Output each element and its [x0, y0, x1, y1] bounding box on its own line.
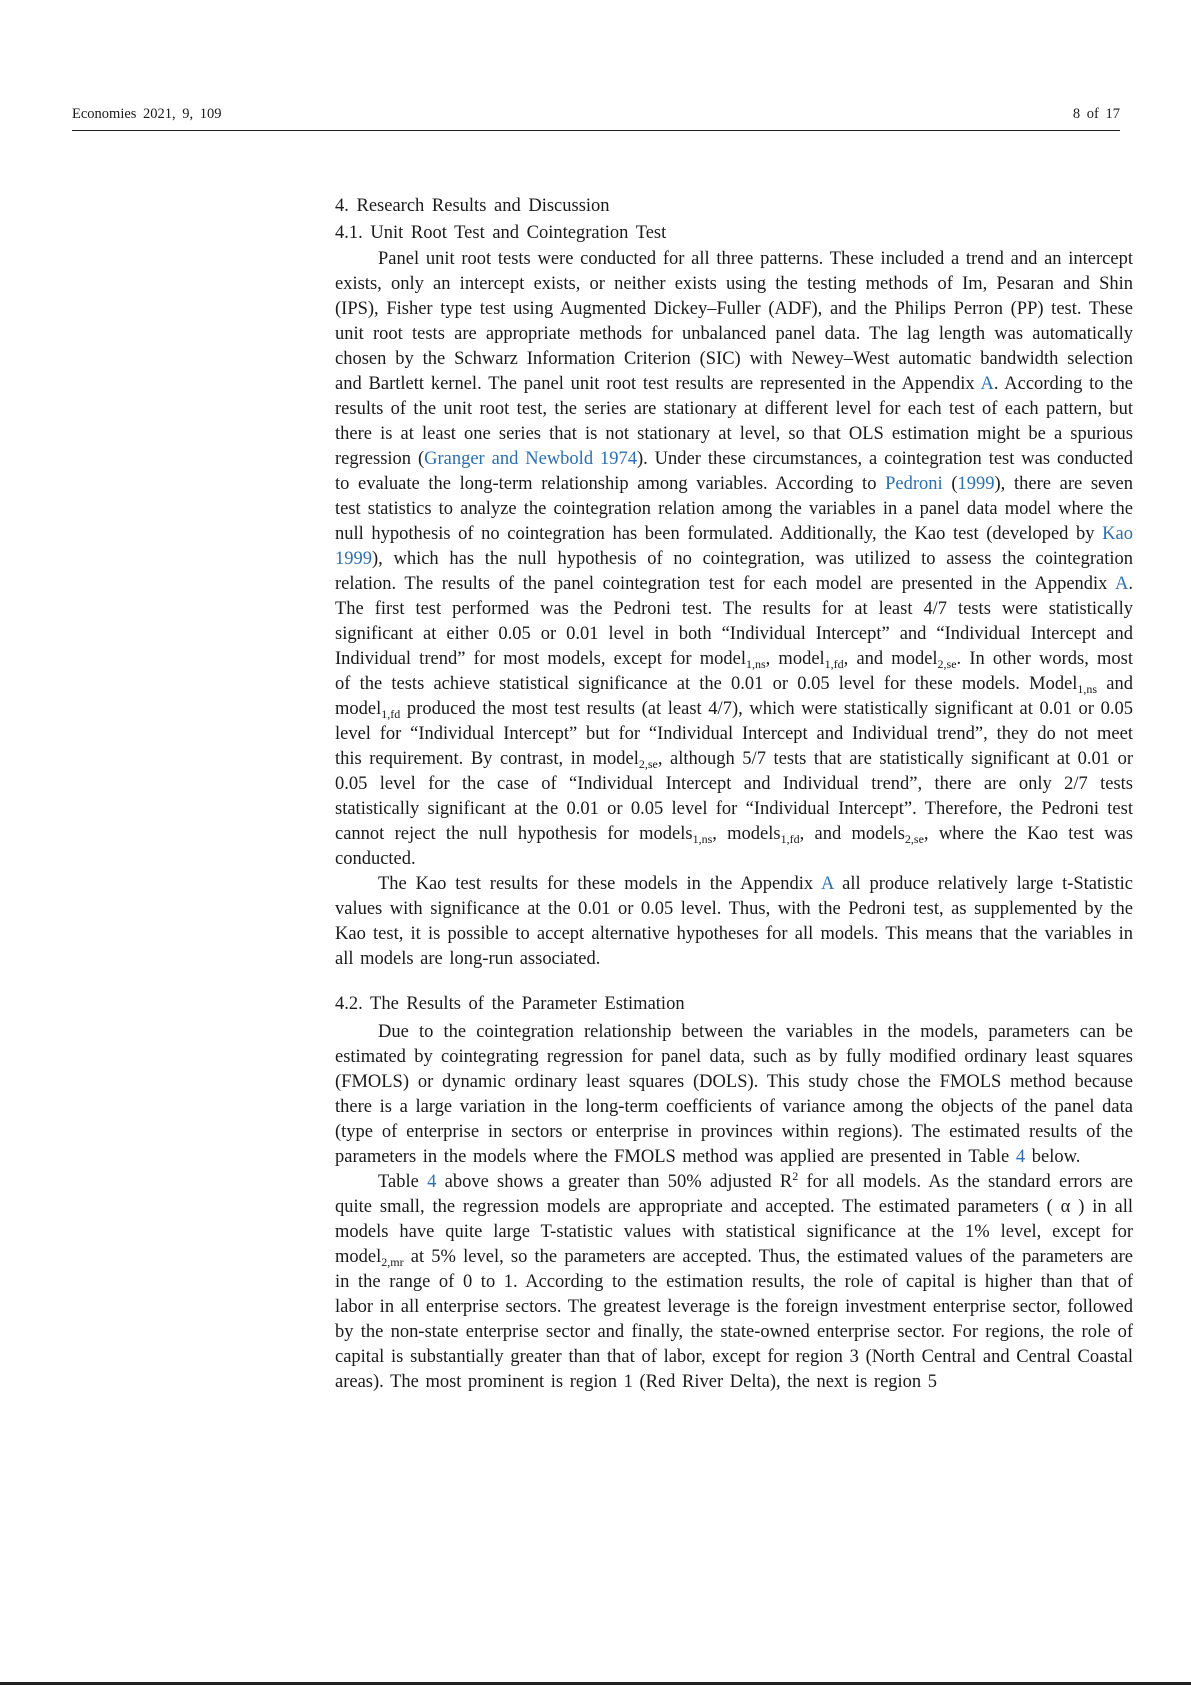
paragraph-fmols-method: Due to the cointegration relationship between the variables in the models, parameters can be estimated by cointegrating regression for panel data, such as by fully modified ordinary least squares (FMOLS) or dynamic ordinary least squares (DOLS). This study chose the FMOLS method because there is a large variation in the long-term coefficients of variance among the objects of the panel data (type of enterprise in sectors or enterprise in provinces within regions). The estimated results of the parameters in the models where the FMOLS method was applied are presented in Table 4 below. [335, 1022, 1133, 1167]
subsection-title-unit-root: 4.1. Unit Root Test and Cointegration Test [335, 223, 667, 243]
appendix-link[interactable]: A [1115, 574, 1129, 594]
journal-citation: Economies 2021, 9, 109 [72, 106, 222, 122]
main-content [335, 193, 1133, 1395]
table-link[interactable]: 4 [427, 1172, 437, 1192]
subsection-title-parameter-estimation: 4.2. The Results of the Parameter Estimation [335, 994, 685, 1014]
section-title: 4. Research Results and Discussion [335, 196, 610, 216]
table-link[interactable]: 4 [1015, 1147, 1026, 1167]
paragraph-estimation-results: Table 4 above shows a greater than 50% adjusted $R^2$ for all models. As the standard errors are quite small, the regression models are appropriate and accepted. The estimated parameters ( α ) in all models have quite large T-statistic values with statistical significance at the 1% level, except for model$_{2,mr}$ at 5% level, so the parameters are accepted. Thus, the estimated values of the parameters are in the range of 0 to 1. According to the estimation results, the role of capital is higher than that of labor in all enterprise sectors. The greatest leverage is the foreign investment enterprise sector, followed by the non-state enterprise sector and finally, the state-owned enterprise sector. For regions, the role of capital is substantially greater than that of labor, except for region 3 (North Central and Central Coastal areas). The most prominent is region 1 (Red River Delta), the next is region 5 [335, 1169, 1133, 1392]
paragraph-kao-test: The Kao test results for these models in the Appendix A all produce relatively large t-Statistic values with significance at the 0.01 or 0.05 level. Thus, with the Pedroni test, as supplemented by the Kao test, it is possible to accept alternative hypotheses for all models. This means that the variables in all models are long-run associated. [335, 874, 1133, 969]
citation-granger-newbold[interactable]: Granger and Newbold 1974 [424, 449, 637, 469]
appendix-link[interactable]: A [820, 874, 834, 894]
running-header [72, 104, 1120, 131]
citation-kao[interactable]: Kao 1999 [335, 524, 1133, 569]
page-number: 8 of 17 [1072, 106, 1120, 122]
paragraph-unit-root-tests: Panel unit root tests were conducted for all three patterns. These included a trend and an intercept exists, only an intercept exists, or neither exists using the testing methods of Im, Pesaran and Shin (IPS), Fisher type test using Augmented Dickey–Fuller (ADF), and the Philips Perron (PP) test. These unit root tests are appropriate methods for unbalanced panel data. The lag length was automatically chosen by the Schwarz Information Criterion (SIC) with Newey–West automatic bandwidth selection and Bartlett kernel. The panel unit root test results are represented in the Appendix A. According to the results of the unit root test, the series are stationary at different level for each test of each pattern, but there is at least one series that is not stationary at level, so that OLS estimation might be a spurious regression (Granger and Newbold 1974). Under these circumstances, a cointegration test was conducted to evaluate the long-term relationship among variables. According to Pedroni (1999), there are seven test statistics to analyze the cointegration relation among the variables in a panel data model where the null hypothesis of no cointegration has been formulated. Additionally, the Kao test (developed by Kao 1999), which has the null hypothesis of no cointegration, was utilized to assess the cointegration relation. The results of the panel cointegration test for each model are presented in the Appendix A. The first test performed was the Pedroni test. The results for at least 4/7 tests were statistically significant at either 0.05 or 0.01 level in both “Individual Intercept” and “Individual Intercept and Individual trend” for most models, except for model$_{1,ns}$, model$_{1,fd}$, and model$_{2,se}$. In other words, most of the tests achieve statistical significance at the 0.01 or 0.05 level for these models. Model$_{1,ns}$ and model$_{1,fd}$ produced the most test results (at least 4/7), which were statistically significant at 0.01 or 0.05 level for “Individual Intercept” but for “Individual Intercept and Individual trend”, they do not meet this requirement. By contrast, in model$_{2,se}$, although 5/7 tests that are statistically significant at 0.01 or 0.05 level for the case of “Individual Intercept and Individual trend”, there are only 2/7 tests statistically significant at the 0.01 or 0.05 level for “Individual Intercept”. Therefore, the Pedroni test cannot reject the null hypothesis for models$_{1,ns}$, models$_{1,fd}$, and models$_{2,se}$, where the Kao test was conducted. [335, 249, 1133, 869]
appendix-link[interactable]: A [980, 374, 994, 394]
citation-pedroni-year[interactable]: 1999 [957, 474, 995, 494]
citation-pedroni[interactable]: Pedroni [885, 474, 943, 494]
